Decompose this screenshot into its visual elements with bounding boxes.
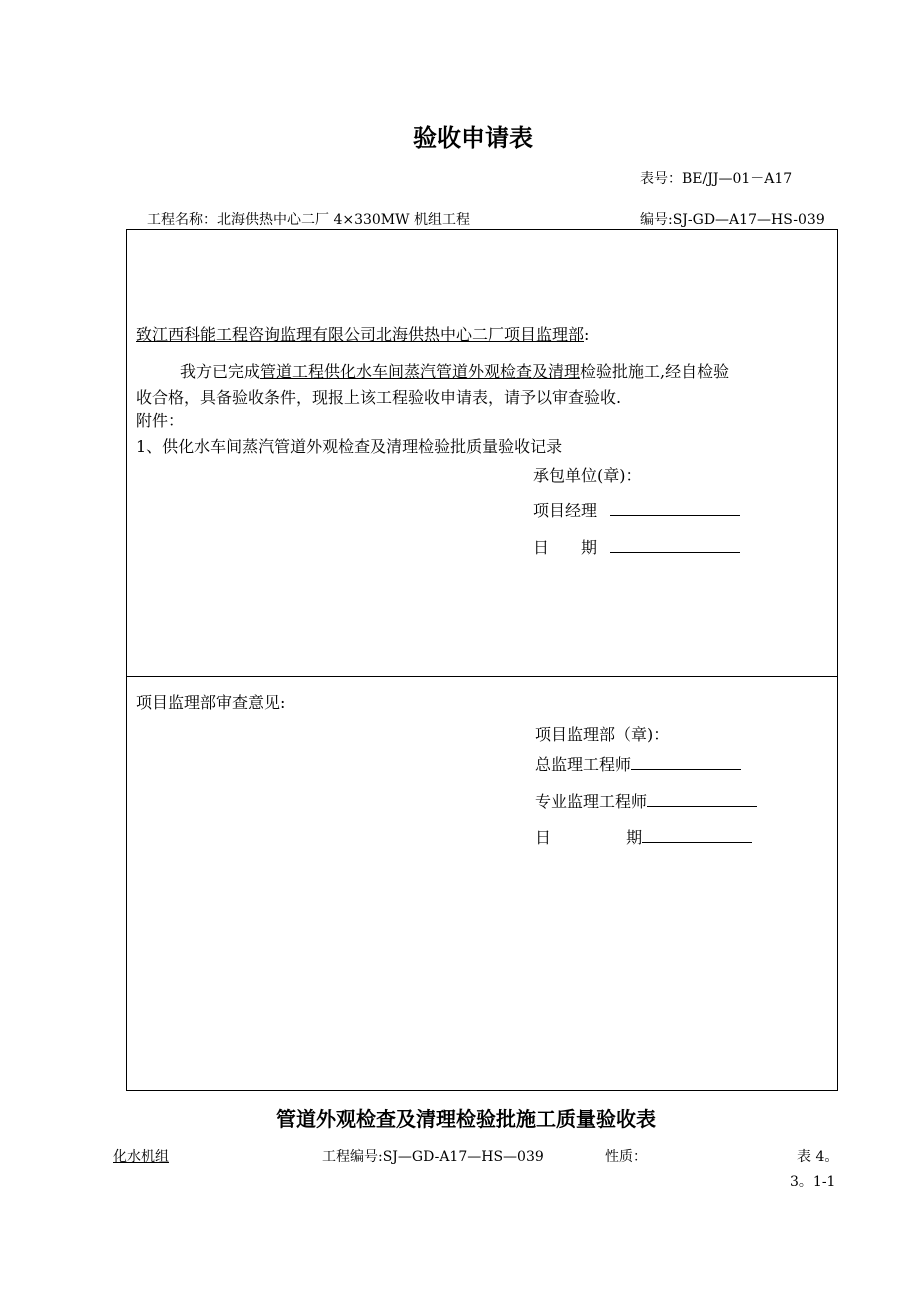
chief-engineer-label: 总监理工程师 bbox=[535, 755, 632, 774]
review-date-line bbox=[642, 841, 752, 843]
project-manager-label: 项目经理 bbox=[533, 501, 598, 520]
contractor-seal-label: 承包单位(章)： bbox=[533, 466, 642, 485]
quality-unit-text: 化水机组 bbox=[113, 1149, 169, 1165]
chief-engineer-row bbox=[535, 752, 741, 775]
application-body-line2: 收合格，具备验收条件，现报上该工程验收申请表，请予以审查验收. bbox=[136, 388, 622, 407]
specialist-engineer-row bbox=[535, 789, 757, 812]
project-name: 工程名称：北海供热中心二厂 4×330MW 机组工程 bbox=[147, 212, 470, 228]
review-date-label-b: 期 bbox=[626, 828, 643, 847]
quality-project-number: 工程编号:SJ—GD-A17—HS—039 bbox=[322, 1149, 544, 1165]
attachment-item: 1、供化水车间蒸汽管道外观检查及清理检验批质量验收记录 bbox=[136, 437, 563, 456]
body-work-type: 管道工程 bbox=[260, 362, 325, 381]
quality-table-title: 管道外观检查及清理检验批施工质量验收表 bbox=[276, 1107, 656, 1131]
specialist-engineer-label: 专业监理工程师 bbox=[535, 792, 648, 811]
application-date-row bbox=[533, 535, 740, 558]
review-dept-seal-label: 项目监理部（章)： bbox=[535, 725, 670, 744]
quality-table-number-2: 3。1-1 bbox=[790, 1174, 836, 1190]
quality-unit bbox=[113, 1146, 169, 1166]
quality-table-number: 表 4。 bbox=[797, 1149, 839, 1165]
review-date-row bbox=[535, 825, 752, 848]
body-suffix: 检验批施工,经自检验 bbox=[580, 362, 730, 381]
attachment-label: 附件： bbox=[136, 411, 185, 430]
chief-engineer-signature-line bbox=[631, 768, 741, 770]
page-title: 验收申请表 bbox=[413, 124, 533, 152]
body-prefix: 我方已完成 bbox=[180, 362, 261, 381]
addressee-colon: : bbox=[584, 325, 590, 344]
application-date-label: 日 期 bbox=[533, 538, 598, 557]
addressee: 致江西科能工程咨询监理有限公司北海供热中心二厂项目监理部 bbox=[136, 325, 585, 344]
quality-nature: 性质： bbox=[605, 1149, 647, 1165]
review-opinion-label: 项目监理部审查意见: bbox=[136, 693, 286, 712]
serial-number: 编号:SJ-GD—A17—HS-039 bbox=[640, 212, 825, 228]
application-body-line1 bbox=[180, 359, 729, 382]
project-manager-signature-line bbox=[610, 514, 740, 516]
review-date-label-a: 日 bbox=[535, 828, 552, 847]
specialist-engineer-signature-line bbox=[647, 805, 757, 807]
body-work-item: 供化水车间蒸汽管道外观检查及清理 bbox=[324, 362, 581, 381]
application-date-line bbox=[610, 551, 740, 553]
project-manager-row bbox=[533, 498, 740, 521]
review-section bbox=[126, 676, 838, 1091]
form-number: 表号：BE/JJ—01－A17 bbox=[640, 171, 793, 187]
addressee-line bbox=[136, 322, 589, 345]
